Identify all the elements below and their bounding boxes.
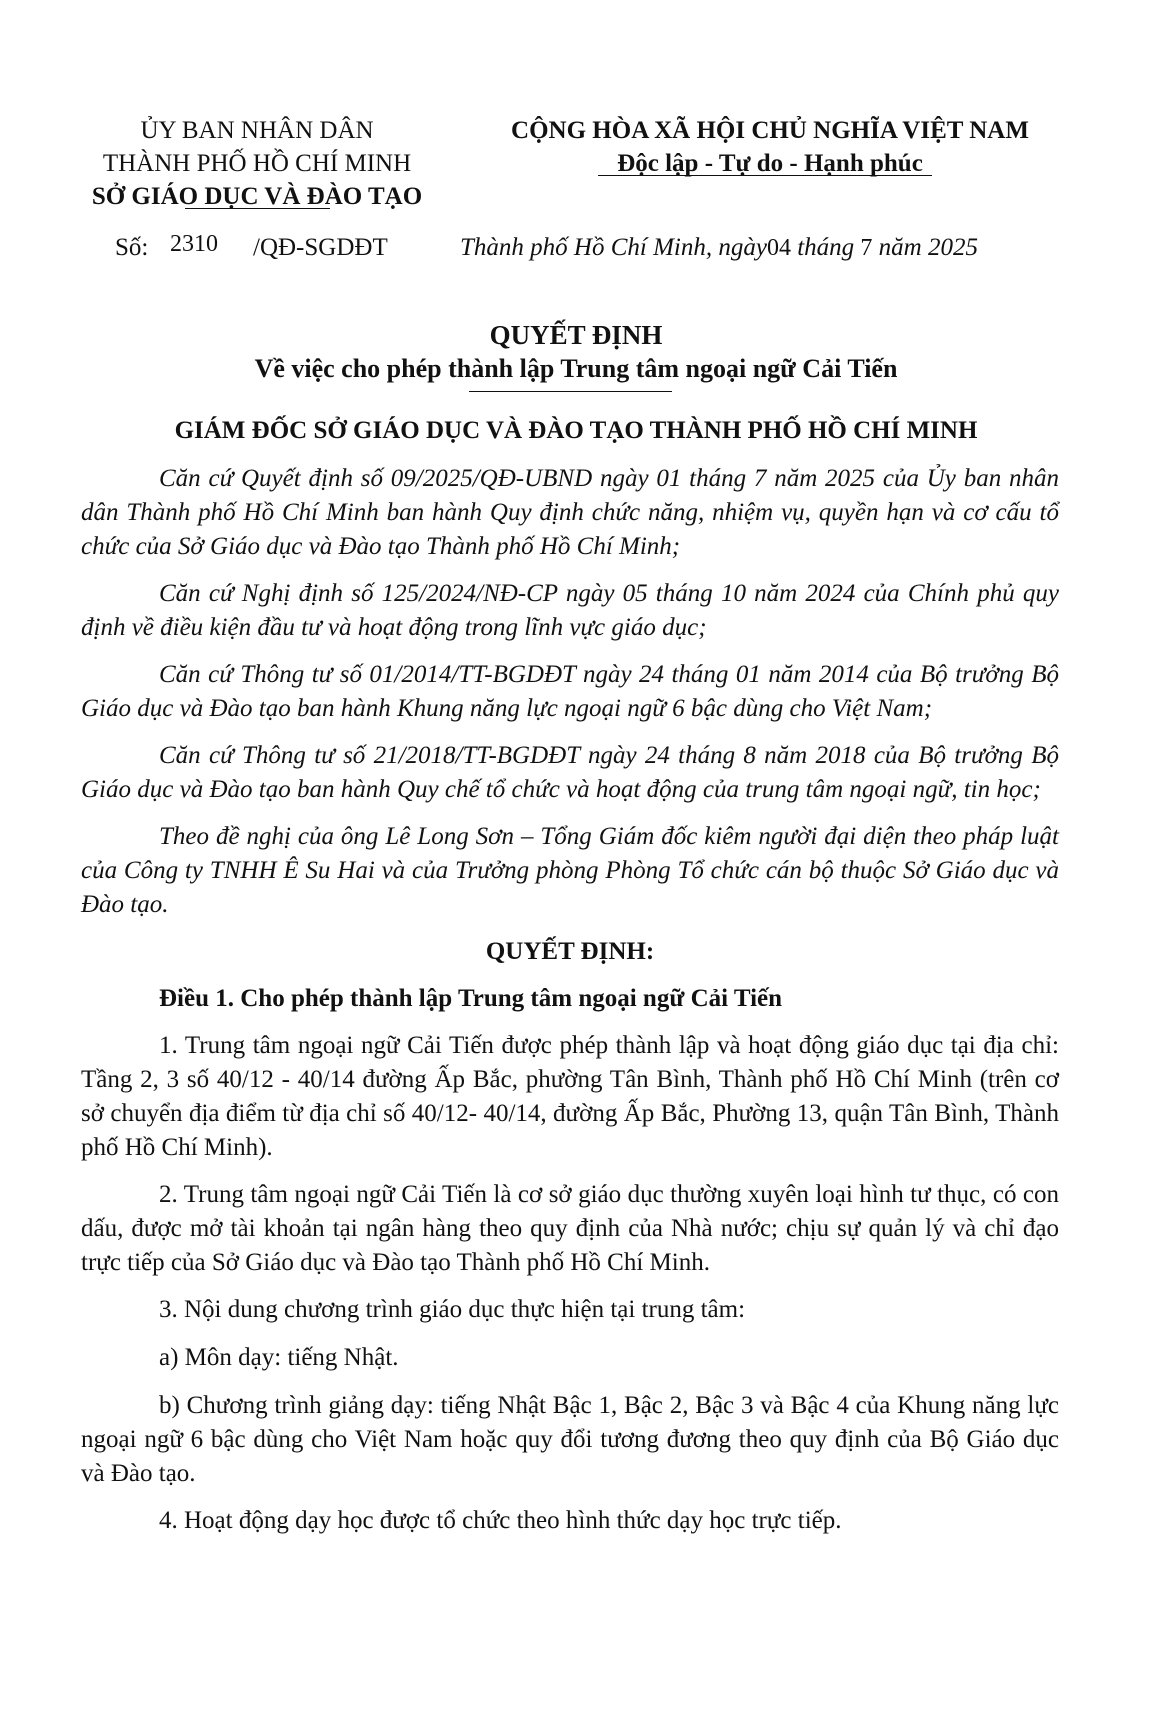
legal-basis-1: Căn cứ Quyết định số 09/2025/QĐ-UBND ngày 01 tháng 7 năm 2025 của Ủy ban nhân dân Thành phố Hồ Chí Minh ban hành Quy định chức năng, nhiệm vụ, quyền hạn và cơ cấu tổ chức của Sở Giáo dục và Đào tạo Thành phố Hồ Chí Minh;	[81, 465, 1059, 560]
issuing-official: GIÁM ĐỐC SỞ GIÁO DỤC VÀ ĐÀO TẠO THÀNH PHỐ HỒ CHÍ MINH	[174, 417, 978, 444]
motto: Độc lập - Tự do - Hạnh phúc	[617, 150, 923, 177]
subject-underline	[469, 391, 672, 392]
issuing-authority-block	[62, 114, 452, 213]
document-body	[81, 462, 1059, 1551]
document-subject: Về việc cho phép thành lập Trung tâm ngoại ngữ Cải Tiến	[254, 354, 898, 383]
date-month: 7	[860, 235, 873, 261]
article-1-item-3b: b) Chương trình giảng dạy: tiếng Nhật Bậc 1, Bậc 2, Bậc 3 và Bậc 4 của Khung năng lực ngoại ngữ 6 bậc dùng cho Việt Nam hoặc quy đổi tương đương theo quy định của Bộ Giáo dục và Đào tạo.	[81, 1392, 1059, 1487]
place-date-prefix: Thành phố Hồ Chí Minh, ngày	[460, 234, 767, 261]
article-1-title: Điều 1. Cho phép thành lập Trung tâm ngoại ngữ Cải Tiến	[159, 985, 783, 1012]
article-1-item-3a: a) Môn dạy: tiếng Nhật.	[159, 1344, 399, 1371]
decision-heading: QUYẾT ĐỊNH:	[485, 938, 655, 965]
article-1-item-1: 1. Trung tâm ngoại ngữ Cải Tiến được phép thành lập và hoạt động giáo dục tại địa chỉ: Tầng 2, 3 số 40/12 - 40/14 đường Ấp Bắc, phường Tân Bình, Thành phố Hồ Chí Minh (trên cơ sở chuyển địa điểm từ địa chỉ số 40/12- 40/14, đường Ấp Bắc, Phường 13, quận Tân Bình, Thành phố Hồ Chí Minh).	[81, 1032, 1059, 1161]
article-1-item-4: 4. Hoạt động dạy học được tổ chức theo hình thức dạy học trực tiếp.	[159, 1507, 842, 1534]
document-title: QUYẾT ĐỊNH	[489, 320, 663, 350]
legal-basis-5: Theo đề nghị của ông Lê Long Sơn – Tổng Giám đốc kiêm người đại diện theo pháp luật của Công ty TNHH Ê Su Hai và của Trưởng phòng Phòng Tổ chức cán bộ thuộc Sở Giáo dục và Đào tạo.	[81, 823, 1059, 918]
authority-underline	[185, 208, 330, 209]
legal-basis-4: Căn cứ Thông tư số 21/2018/TT-BGDĐT ngày 24 tháng 8 năm 2018 của Bộ trưởng Bộ Giáo dục và Đào tạo ban hành Quy chế tổ chức và hoạt động của trung tâm ngoại ngữ, tin học;	[81, 742, 1059, 803]
date-month-label: tháng	[790, 234, 861, 261]
date-day: 04	[766, 235, 791, 261]
date-year: năm 2025	[872, 234, 978, 261]
country-name: CỘNG HÒA XÃ HỘI CHỦ NGHĨA VIỆT NAM	[511, 117, 1029, 144]
place-date	[460, 232, 978, 264]
authority-line-3: SỞ GIÁO DỤC VÀ ĐÀO TẠO	[91, 183, 423, 210]
authority-line-1: ỦY BAN NHÂN DÂN	[140, 117, 374, 144]
motto-underline	[598, 175, 932, 176]
doc-number-label: Số:	[115, 234, 149, 261]
legal-basis-2: Căn cứ Nghị định số 125/2024/NĐ-CP ngày 05 tháng 10 năm 2024 của Chính phủ quy định về điều kiện đầu tư và hoạt động trong lĩnh vực giáo dục;	[81, 580, 1059, 641]
authority-line-2: THÀNH PHỐ HỒ CHÍ MINH	[102, 150, 412, 177]
doc-number: 2310	[170, 231, 218, 257]
article-1-item-2: 2. Trung tâm ngoại ngữ Cải Tiến là cơ sở giáo dục thường xuyên loại hình tư thục, có con dấu, được mở tài khoản tại ngân hàng theo quy định của Nhà nước; chịu sự quản lý và chỉ đạo trực tiếp của Sở Giáo dục và Đào tạo Thành phố Hồ Chí Minh.	[81, 1181, 1059, 1276]
national-motto-block	[490, 114, 1050, 180]
legal-basis-3: Căn cứ Thông tư số 01/2014/TT-BGDĐT ngày 24 tháng 01 năm 2014 của Bộ trưởng Bộ Giáo dục và Đào tạo ban hành Khung năng lực ngoại ngữ 6 bậc dùng cho Việt Nam;	[81, 661, 1059, 722]
article-1-item-3: 3. Nội dung chương trình giáo dục thực hiện tại trung tâm:	[159, 1296, 746, 1323]
doc-number-code: /QĐ-SGDĐT	[253, 234, 388, 261]
